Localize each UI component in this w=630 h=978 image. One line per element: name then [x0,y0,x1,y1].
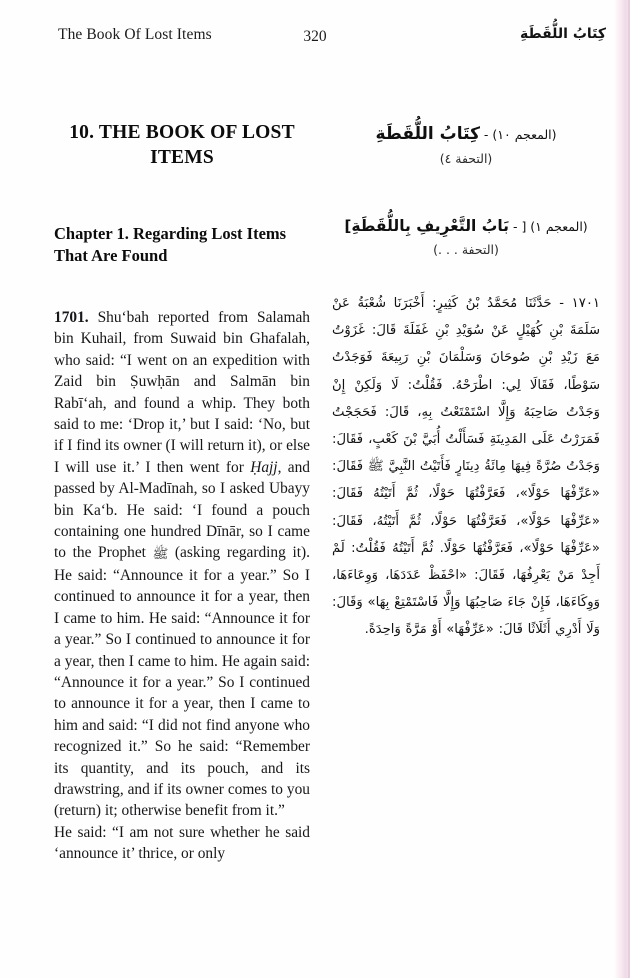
arabic-book-title-subreference: (التحفة ٤) [439,151,493,166]
arabic-column [332,108,600,644]
header-english-title: The Book Of Lost Items [58,26,212,43]
english-chapter-title: Chapter 1. Regarding Lost Items That Are Found [54,224,287,265]
arabic-book-title [332,120,600,148]
english-hadith-italic-term: Ḥajj [250,458,278,476]
arabic-hadith-paragraph: ١٧٠١ - حَدَّثَنَا مُحَمَّدُ بْنُ كَثِيرٍ: أَخْبَرَنَا شُعْبَةُ عَنْ سَلَمَةَ بْنِ كُهَيْلٍ عَنْ سُوَيْدِ بْنِ غَفَلَةَ قَالَ: غَزَوْتُ مَعَ زَيْدِ بْنِ صُوحَانَ وَسَلْمَانَ بْنِ رَبِيعَةَ فَوَجَدْتُ سَوْطًا، فَقَالَا لِي: اطْرَحْهُ. فَقُلْتُ: لَا وَلَكِنْ إِنْ وَجَدْتُ صَاحِبَهُ وَإِلَّا اسْتَمْتَعْتُ بِهِ، قَالَ: فَحَجَجْتُ فَمَرَرْتُ عَلَى المَدِينَةِ فَسَأَلْتُ أُبَيَّ بْنَ كَعْبٍ، فَقَالَ: وَجَدْتُ صُرَّةً فِيهَا مِائَةُ دِينَارٍ فَأَتَيْتُ النَّبِيَّ ﷺ فَقَالَ: «عَرِّفْهَا حَوْلًا»، فَعَرَّفْتُهَا حَوْلًا، ثُمَّ أَتَيْتُهُ فَقَالَ: «عَرِّفْهَا حَوْلًا»، فَعَرَّفْتُهَا حَوْلًا، ثُمَّ أَتَيْتُهُ، فَقَالَ: «عَرِّفْهَا حَوْلًا»، فَعَرَّفْتُهَا حَوْلًا. ثُمَّ أَتَيْتُهُ فَقُلْتُ: لَمْ أَجِدْ مَنْ يَعْرِفُهَا، فَقَالَ: «احْفَظْ عَدَدَهَا، وَوِعَاءَهَا، وَوِكَاءَهَا، فَإِنْ جَاءَ صَاحِبُهَا وَإِلَّا فَاسْتَمْتِعْ بِهَا» وَقَالَ: وَلَا أَدْرِي أَثَلَاثًا قَالَ: «عَرِّفْهَا» أَوْ مَرَّةً وَاحِدَةً. [332,296,600,638]
english-column [54,108,310,865]
english-hadith-body [54,307,310,865]
arabic-chapter-title-main: بَابُ التَّعْرِيفِ بِاللُّقَطَةِ] [344,217,509,235]
english-hadith-text-part2: , and passed by Al-Madīnah, so I asked Ubayy bin Ka‘b. He said: ‘I found a pouch containing one hundred Dīnār, so I came to the Prophet [54,458,311,562]
arabic-book-title-main: كِتَابُ اللُّقَطَةِ [375,124,480,144]
english-hadith-text-part3: (asking regarding it). He said: “Announce it for a year.” So I continued to announce it for a year, then I came to him. He said: “Announce it for a year.” So I continued to announce it for a year, then I came to him. He again said: “Announce it for a year.” So I continued to announce it for a year, then I came to him and said: “I did not find anyone who recognized it.” So he said: “Remember its quantity, and its pouch, and its drawstring, and if its owner comes to you (return) it; otherwise benefit from it.” [54,544,310,820]
arabic-book-title-reference: (المعجم ١٠) - [479,127,557,142]
page-edge-tint [614,0,630,978]
english-hadith-text-part1: Shu‘bah reported from Salamah bin Kuhail, from Suwaid bin Ghafalah, who said: “I went on an expedition with Zaid bin Ṣuwḥān and Salmān bin Rabī‘ah, and found a whip. They both said to me: ‘Drop it,’ but I said: ‘No, but if I find its owner (I will return it), or else I will use it.’ I then went for [54,309,311,476]
arabic-hadith-body [332,290,600,644]
arabic-chapter-title-reference: (المعجم ١) [ - [508,219,588,234]
sallallahu-alayhi-wasallam-icon: ﷺ [152,547,169,563]
running-header [0,26,630,56]
arabic-chapter-title-subreference: (التحفة . . .) [433,242,499,257]
english-hadith-paragraph-continued: He said: “I am not sure whether he said ‘announce it’ thrice, or only [54,823,310,863]
english-book-title: 10. THE BOOK OF LOST ITEMS [69,122,295,168]
english-hadith-number: 1701. [54,309,89,326]
page-number: 320 [303,28,327,45]
header-arabic-title: كِتَابُ اللُّقَطَةِ [519,26,606,42]
english-hadith-paragraph [54,307,310,822]
arabic-chapter-title [332,213,600,239]
